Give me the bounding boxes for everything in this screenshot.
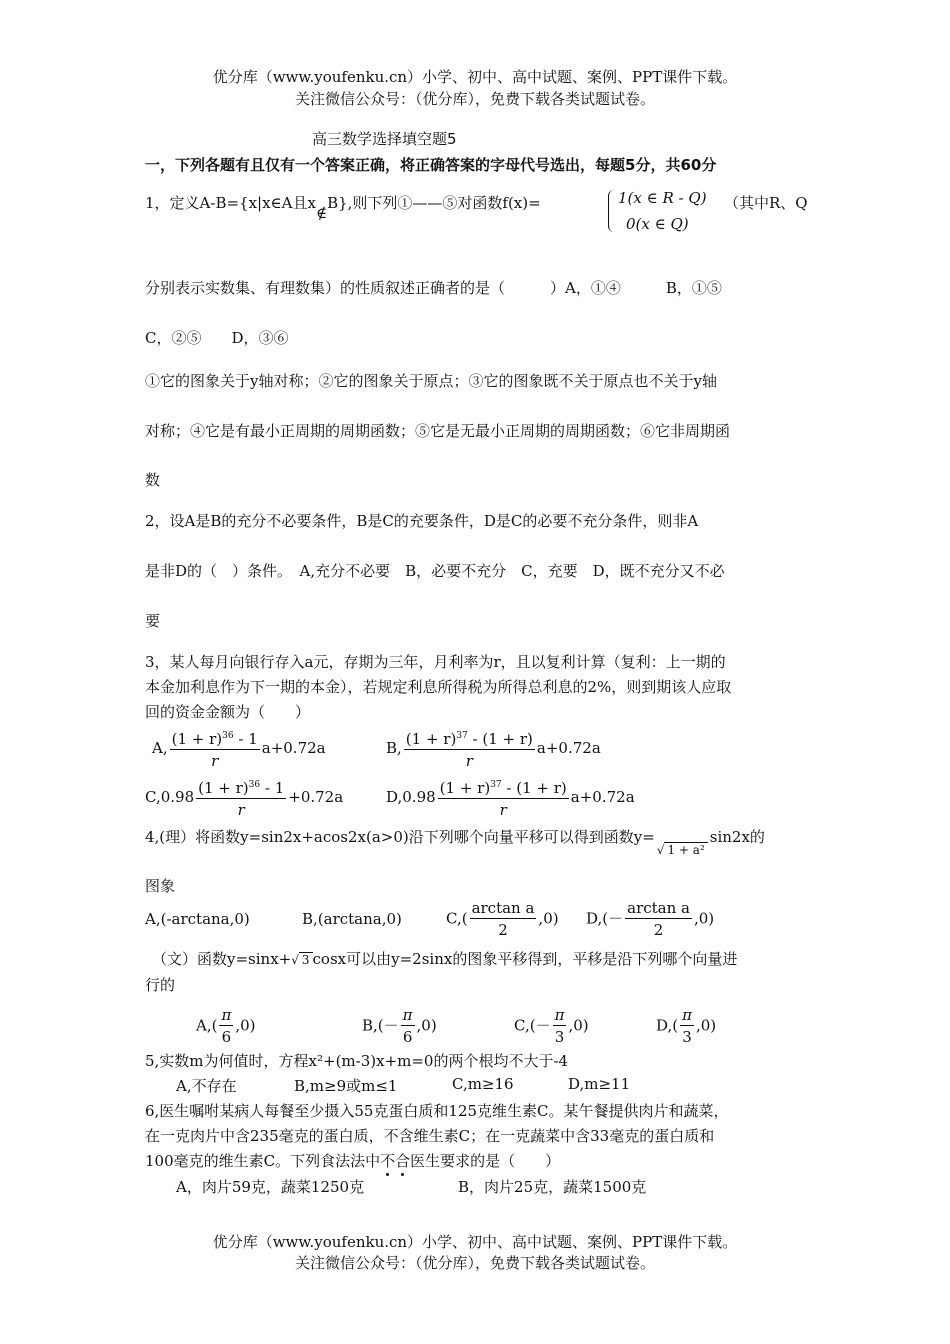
q4-line1: 4,(理）将函数y=sin2x+acos2x(a>0)沿下列哪个向量平移可以得到函数y=√ 1 + a²sin2x的 bbox=[145, 828, 765, 857]
q4-c-post: ,0) bbox=[538, 909, 559, 928]
footer-line-1: 优分库（www.youfenku.cn）小学、初中、高中试题、案例、PPT课件下载。 bbox=[212, 1233, 738, 1251]
page-title: 高三数学选择填空题5 bbox=[312, 130, 457, 148]
q3-option-c-label: C,0.98 bbox=[145, 788, 195, 806]
q5-option-d: D,m≥11 bbox=[568, 1075, 631, 1093]
q6-emphasis-1: 不 bbox=[380, 1152, 396, 1170]
q4-option-c bbox=[446, 898, 559, 941]
wD-post: ,0) bbox=[695, 1016, 717, 1035]
q3-option-c bbox=[145, 775, 343, 821]
q4-text-a: 4,(理）将函数y=sin2x+acos2x(a>0)沿下列哪个向量平移可以得到函数y= bbox=[145, 828, 655, 846]
wA-den: 6 bbox=[221, 1028, 232, 1046]
wD-pre: D,( bbox=[656, 1016, 679, 1035]
q6-line3 bbox=[145, 1150, 560, 1171]
q4-option-b: B,(arctana,0) bbox=[302, 910, 402, 928]
q4-wen-b: cosx可以由y=2sinx的图象平移得到，平移是沿下列哪个向量进 bbox=[312, 950, 738, 968]
wB-den: 6 bbox=[402, 1028, 413, 1046]
piecewise-brace bbox=[608, 190, 617, 232]
q5-option-b: B,m≥9或m≤1 bbox=[294, 1077, 398, 1095]
piecewise-case-1: 1(x ∈ R - Q) bbox=[618, 189, 707, 207]
q1-text-c: （其中R、Q bbox=[724, 194, 808, 212]
q2-line1: 2，设A是B的充分不必要条件，B是C的充要条件，D是C的必要不充分条件，则非A bbox=[145, 512, 699, 530]
q4-line2: 图象 bbox=[145, 877, 176, 895]
wD-den: 3 bbox=[682, 1028, 692, 1046]
q3-d-exp: 37 bbox=[490, 780, 502, 790]
q4-wen-a: （文）函数y=sinx+ bbox=[152, 950, 292, 968]
q1-line3: C，②⑤ D，③⑥ bbox=[145, 329, 289, 347]
q4-d-den: 2 bbox=[653, 921, 664, 939]
q1-line4: ①它的图象关于y轴对称；②它的图象关于原点；③它的图象既不关于原点也不关于y轴 bbox=[145, 372, 717, 390]
q6-option-b: B，肉片25克，蔬菜1500克 bbox=[458, 1178, 647, 1196]
q3-option-a-label: A, bbox=[152, 739, 168, 757]
wC-num: π bbox=[554, 1006, 565, 1024]
q3-c-exp: 36 bbox=[248, 780, 261, 790]
wB-post: ,0) bbox=[416, 1016, 437, 1035]
q3-c-tail: - 1 bbox=[260, 779, 285, 797]
q6-text-a: 100毫克的维生素C。下列食法法中 bbox=[145, 1152, 381, 1170]
q5-line1: 5,实数m为何值时，方程x²+(m-3)x+m=0的两个根均不大于-4 bbox=[145, 1052, 569, 1070]
q3-c-den: r bbox=[237, 801, 245, 819]
wC-den: 3 bbox=[554, 1028, 565, 1046]
q3-a-tail: - 1 bbox=[233, 730, 258, 748]
q3-b-after: a+0.72a bbox=[536, 739, 601, 757]
q4-sqrt: 1 + a² bbox=[664, 842, 707, 857]
q3-line1: 3，某人每月向银行存入a元，存期为三年，月利率为r，且以复利计算（复利：上一期的 bbox=[145, 653, 726, 671]
q3-c-after: +0.72a bbox=[288, 788, 344, 806]
q3-option-b-fraction bbox=[404, 726, 535, 772]
wA-num: π bbox=[221, 1006, 232, 1024]
wA-post: ,0) bbox=[235, 1016, 256, 1035]
q4-option-a: A,(-arctana,0) bbox=[145, 910, 250, 928]
notin-symbol: ∉ bbox=[315, 204, 328, 222]
q3-b-num: (1 + r) bbox=[405, 730, 457, 748]
q3-d-num: (1 + r) bbox=[439, 779, 491, 797]
q2-line2: 是非D的（ ）条件。 A,充分不必要 B，必要不充分 C，充要 D，既不充分又不必 bbox=[145, 562, 725, 580]
wC-post: ,0) bbox=[568, 1016, 589, 1035]
q3-d-den: r bbox=[499, 801, 507, 819]
q3-option-b-label: B, bbox=[386, 739, 402, 757]
q3-d-tail: - (1 + r) bbox=[501, 779, 567, 797]
q4-d-pre: D,(－ bbox=[586, 909, 624, 928]
q3-option-c-fraction bbox=[196, 775, 286, 821]
q1-line2: 分别表示实数集、有理数集）的性质叙述正确者的是（ ）A，①④ B，①⑤ bbox=[145, 279, 722, 297]
q4-c-pre: C,( bbox=[446, 909, 468, 928]
q3-a-after: a+0.72a bbox=[261, 739, 326, 757]
q6-line1: 6,医生嘱咐某病人每餐至少摄入55克蛋白质和125克维生素C。某午餐提供肉片和蔬菜， bbox=[145, 1102, 729, 1120]
q3-option-d-fraction bbox=[438, 775, 569, 821]
q6-text-b: 医生要求的是（ ） bbox=[410, 1152, 561, 1170]
wB-num: π bbox=[402, 1006, 413, 1024]
q3-b-exp: 37 bbox=[456, 731, 468, 741]
q3-d-after: a+0.72a bbox=[570, 788, 635, 806]
q6-option-a: A，肉片59克，蔬菜1250克 bbox=[176, 1178, 365, 1196]
q1-text-a: 1，定义A-B={x|x∈A且x bbox=[145, 194, 316, 212]
q4-d-post: ,0) bbox=[693, 909, 715, 928]
q4-wen-option-d bbox=[656, 1005, 716, 1048]
q4-wen-line1: （文）函数y=sinx+√ 3 cosx可以由y=2sinx的图象平移得到，平移是沿下列哪个向量进 bbox=[152, 950, 738, 968]
q3-b-den: r bbox=[465, 752, 473, 770]
piecewise-case-2: 0(x ∈ Q) bbox=[626, 215, 689, 233]
q3-b-tail: - (1 + r) bbox=[467, 730, 533, 748]
q1-line1 bbox=[145, 192, 541, 222]
q4-wen-option-b bbox=[362, 1005, 437, 1048]
q6-line2: 在一克肉片中含235毫克的蛋白质，不含维生素C；在一克蔬菜中含33毫克的蛋白质和 bbox=[145, 1127, 715, 1145]
header-line-2: 关注微信公众号：（优分库），免费下载各类试题试卷。 bbox=[294, 90, 655, 108]
q4-option-d bbox=[586, 898, 714, 941]
q2-line3: 要 bbox=[145, 612, 161, 630]
q6-emphasis-2: 合 bbox=[395, 1152, 411, 1170]
q3-a-num: (1 + r) bbox=[171, 730, 223, 748]
q1-line5: 对称；④它是有最小正周期的周期函数；⑤它是无最小正周期的周期函数；⑥它非周期函 bbox=[145, 422, 731, 440]
q4-c-num: arctan a bbox=[471, 899, 535, 917]
q3-option-d-label: D,0.98 bbox=[386, 788, 436, 806]
q4-d-num: arctan a bbox=[627, 899, 690, 917]
q4-text-b: sin2x的 bbox=[709, 828, 765, 846]
q5-option-c: C,m≥16 bbox=[452, 1075, 514, 1093]
wD-num: π bbox=[682, 1006, 692, 1024]
q1-line6: 数 bbox=[145, 471, 161, 489]
q4-wen-sqrt: 3 bbox=[299, 952, 313, 967]
q3-option-a bbox=[152, 726, 326, 772]
q3-option-a-fraction bbox=[170, 726, 260, 772]
q4-wen-line2: 行的 bbox=[145, 976, 176, 994]
wC-pre: C,(－ bbox=[514, 1016, 551, 1035]
q1-text-b: B},则下列①——⑤对函数f(x)= bbox=[327, 194, 541, 212]
q4-wen-option-c bbox=[514, 1005, 589, 1048]
q3-a-den: r bbox=[211, 752, 219, 770]
q3-a-exp: 36 bbox=[222, 731, 234, 741]
q3-c-num: (1 + r) bbox=[198, 779, 249, 797]
q5-option-a: A,不存在 bbox=[176, 1077, 237, 1095]
q3-line3: 回的资金金额为（ ） bbox=[145, 703, 311, 721]
q4-wen-option-a bbox=[196, 1005, 255, 1048]
q4-c-den: 2 bbox=[498, 921, 508, 939]
section-heading: 一，下列各题有且仅有一个答案正确，将正确答案的字母代号选出，每题5分，共60分 bbox=[145, 156, 717, 174]
q3-line2: 本金加利息作为下一期的本金），若规定利息所得税为所得总利息的2%，则到期该人应取 bbox=[145, 678, 732, 696]
footer-line-2: 关注微信公众号：（优分库），免费下载各类试题试卷。 bbox=[294, 1254, 655, 1272]
q3-option-b bbox=[386, 726, 601, 772]
header-line-1: 优分库（www.youfenku.cn）小学、初中、高中试题、案例、PPT课件下载。 bbox=[212, 68, 738, 86]
wA-pre: A,( bbox=[196, 1016, 218, 1035]
wB-pre: B,(－ bbox=[362, 1016, 399, 1035]
q3-option-d bbox=[386, 775, 635, 821]
